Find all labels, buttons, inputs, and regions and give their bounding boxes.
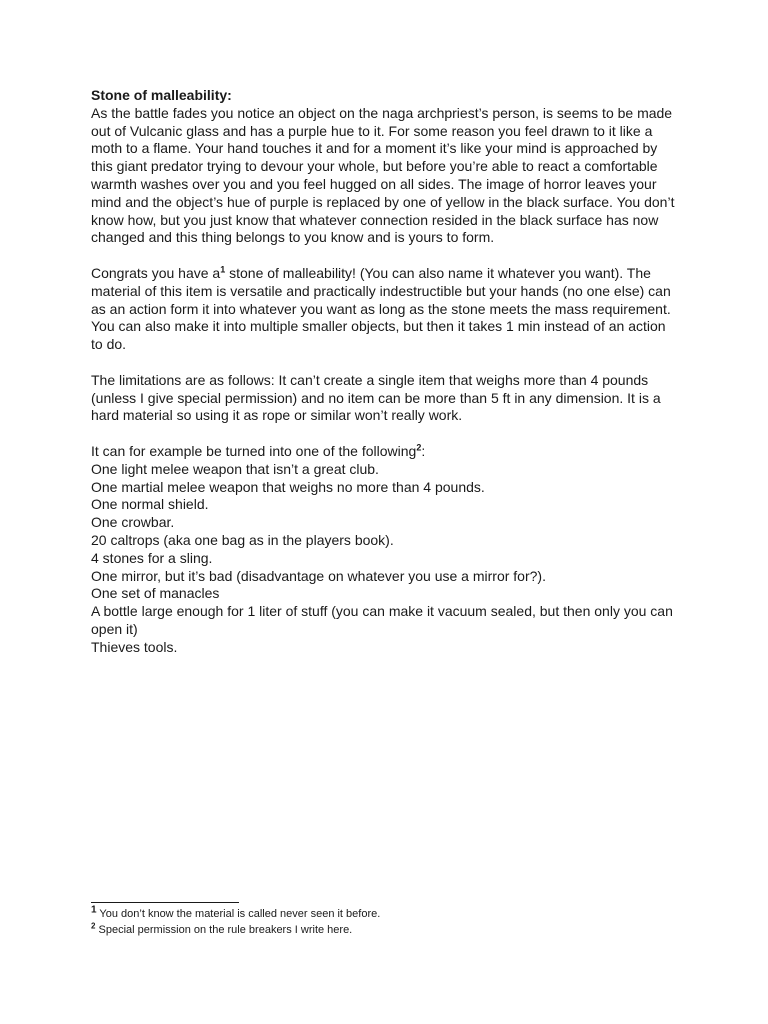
list-item: One light melee weapon that isn’t a great club. <box>91 460 379 477</box>
list-item: One set of manacles <box>91 585 220 602</box>
list-item: 4 stones for a sling. <box>91 549 213 566</box>
footnote-1 <box>91 906 677 922</box>
list-intro-text: It can for example be turned into one of the following <box>91 442 417 459</box>
footnote-mark-1: 1 <box>91 904 97 916</box>
list-intro <box>91 443 677 461</box>
list-item: 20 caltrops (aka one bag as in the players book). <box>91 531 394 548</box>
footnote-ref-1[interactable]: 1 <box>220 264 226 275</box>
footnote-ref-2[interactable]: 2 <box>416 442 422 453</box>
congrats-paragraph <box>91 265 677 354</box>
footnote-text-1: You don’t know the material is called never seen it before. <box>96 908 381 920</box>
footnote-mark-2: 2 <box>91 921 96 931</box>
paragraph-gap <box>91 247 677 265</box>
list-item: One crowbar. <box>91 514 175 531</box>
intro-paragraph: As the battle fades you notice an object on the naga archpriest’s person, is seems to be made out of Vulcanic glass and has a purple hue to it. For some reason you feel drawn to it like a moth to a flame. Your hand touches it and for a moment it’s like your mind is approached by this giant predator trying to devour your whole, but before you’re able to react a comfortable warmth washes over you and you feel hugged on all sides. The image of horror leaves your mind and the object’s hue of purple is replaced by one of yellow in the black surface. You don’t know how, but you just know that whatever connection resided in the black surface has now changed and this thing belongs to you know and is yours to form. <box>91 104 675 246</box>
paragraph-gap <box>91 354 677 372</box>
list-item: One martial melee weapon that weighs no more than 4 pounds. <box>91 478 485 495</box>
list-intro-colon: : <box>421 442 426 459</box>
footnote-divider <box>91 902 239 903</box>
footnotes <box>91 906 677 938</box>
forms-list <box>91 461 677 657</box>
document-title: Stone of malleability: <box>91 87 232 103</box>
footnote-text-2: Special permission on the rule breakers I write here. <box>95 924 353 936</box>
list-item: One mirror, but it’s bad (disadvantage on whatever you use a mirror for?). <box>91 567 546 584</box>
document-body <box>91 87 677 657</box>
footnote-2 <box>91 922 677 938</box>
congrats-text-start: Congrats you have a <box>91 264 221 281</box>
paragraph-gap <box>91 425 677 443</box>
congrats-text-rest: stone of malleability! (You can also name it whatever you want). The material of this item is versatile and practically indestructible but your hands (no one else) can as an action form it into whatever you want as long as the stone meets the mass requirement. You can also make it into multiple smaller objects, but then it takes 1 min instead of an action to do. <box>91 264 671 353</box>
list-item: One normal shield. <box>91 496 209 513</box>
list-item: A bottle large enough for 1 liter of stuff (you can make it vacuum sealed, but then only you can open it) <box>91 603 673 637</box>
limitations-paragraph: The limitations are as follows: It can’t create a single item that weighs more than 4 pounds (unless I give special permission) and no item can be more than 5 ft in any dimension. It is a hard material so using it as rope or similar won’t really work. <box>91 371 661 424</box>
list-item: Thieves tools. <box>91 638 178 655</box>
